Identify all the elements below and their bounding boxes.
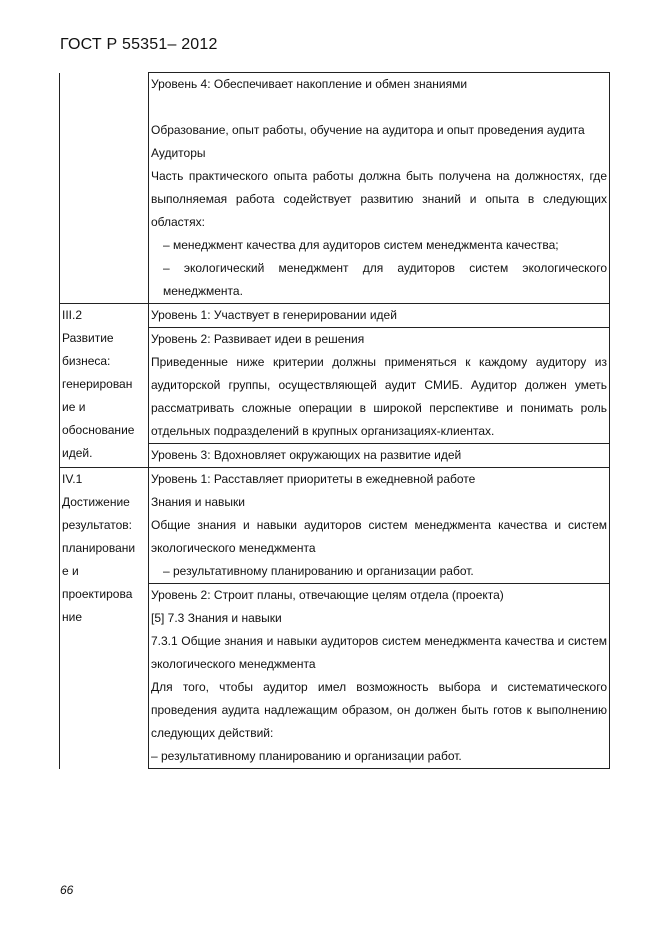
table-row — [60, 73, 610, 304]
competency-name-line: е и — [62, 564, 79, 578]
competency-name-line: генерирован — [62, 377, 133, 391]
page-number: 66 — [60, 883, 74, 897]
competency-name-line: планировани — [62, 541, 136, 555]
skills-label: Знания и навыки — [151, 495, 246, 509]
description-cell — [149, 468, 610, 769]
practice-text: Часть практического опыта работы должна быть получена на должностях, где выполняемая работа содействует развитию знаний и опыта в следующих областях: — [151, 169, 607, 229]
table-row — [60, 468, 610, 769]
bullet-item: – экологический менеджмент для аудиторов систем экологического менеджмента. — [163, 261, 607, 298]
competency-code: III.2 — [62, 308, 83, 322]
general-skills-text: Общие знания и навыки аудиторов систем менеджмента качества и систем экологического менеджмента — [151, 518, 607, 555]
competency-code: IV.1 — [62, 472, 83, 486]
competency-name-line: результатов: — [62, 518, 133, 532]
clause-7-3-1: 7.3.1 Общие знания и навыки аудиторов систем менеджмента качества и систем экологического менеджмента — [151, 634, 607, 671]
education-text: Образование, опыт работы, обучение на аудитора и опыт проведения аудита — [151, 123, 585, 137]
empty-name-cell — [60, 73, 149, 304]
competency-name-cell — [60, 468, 149, 769]
description-cell — [149, 304, 610, 468]
competency-table — [59, 72, 610, 769]
level-2-title: Уровень 2: Развивает идеи в решения — [151, 332, 365, 346]
reference: [5] 7.3 Знания и навыки — [151, 611, 282, 625]
description-cell — [149, 73, 610, 304]
level-1-title: Уровень 1: Участвует в генерировании идей — [151, 308, 397, 322]
competency-name-line: ние — [62, 610, 83, 624]
competency-name-line: ие и — [62, 400, 86, 414]
bullet-item: – результативному планированию и организации работ. — [163, 564, 474, 578]
competency-name-cell — [60, 304, 149, 468]
document-header: ГОСТ Р 55351– 2012 — [60, 36, 218, 53]
criteria-text: Приведенные ниже критерии должны применяться к каждому аудитору из аудиторской группы, осуществляющей аудит СМИБ. Аудитор должен уметь рассматривать сложные операции в широкой перспективе и понимать роль отдельных подразделений в крупных организациях-клиентах. — [151, 355, 607, 438]
bullet-item: – результативному планированию и организации работ. — [151, 749, 462, 763]
competency-name-line: Развитие — [62, 331, 114, 345]
table-row — [60, 304, 610, 468]
level-1-title: Уровень 1: Расставляет приоритеты в ежедневной работе — [151, 472, 476, 486]
competency-name-line: проектирова — [62, 587, 133, 601]
competency-name-line: бизнеса: — [62, 354, 111, 368]
choice-text: Для того, чтобы аудитор имел возможность выбора и систематического проведения аудита надлежащим образом, он должен быть готов к выполнению следующих действий: — [151, 680, 607, 740]
auditors-label: Аудиторы — [151, 146, 206, 160]
level-2-title: Уровень 2: Строит планы, отвечающие целям отдела (проекта) — [151, 588, 504, 602]
bullet-item: – менеджмент качества для аудиторов систем менеджмента качества; — [163, 238, 559, 252]
level-4-title: Уровень 4: Обеспечивает накопление и обмен знаниями — [151, 77, 468, 91]
competency-name-line: Достижение — [62, 495, 130, 509]
level-3-title: Уровень 3: Вдохновляет окружающих на развитие идей — [151, 448, 462, 462]
competency-name-line: идей. — [62, 446, 93, 460]
competency-name-line: обоснование — [62, 423, 135, 437]
